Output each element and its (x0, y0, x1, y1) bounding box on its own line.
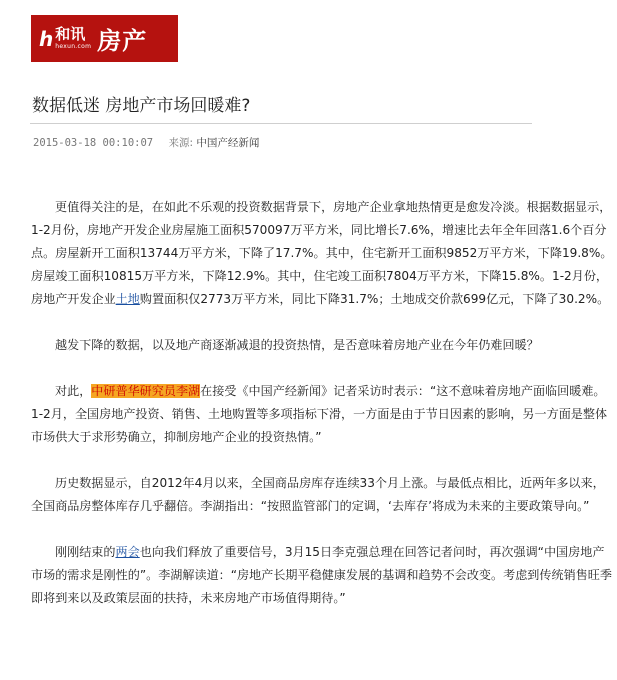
paragraph-4 (31, 472, 616, 518)
paragraph-text: 历史数据显示，自2012年4月以来，全国商品房库存连续33个月上涨。与最低点相比，近两年多以来，全国商品房整体库存几乎翻倍。李湖指出：“按照监管部门的定调，‘去库存’将成为未来的主要政策导向。” (31, 476, 605, 513)
paragraph-text: 更值得关注的是，在如此不乐观的投资数据背景下，房地产企业拿地热情更是愈发冷淡。根据数据显示，1-2月份，房地产开发企业房屋施工面积570097万平方米，同比增长7.6%，增速比去年全年回落1.6个百分点。房屋新开工面积13744万平方米，下降了17.7%。其中，住宅新开工面积9852万平方米，下降19.8%。房屋竣工面积10815万平方米，下降12.9%。其中，住宅竣工面积7804万平方米，下降15.8%。1-2月份，房地产开发企业 (31, 200, 613, 306)
source-name: 中国产经新闻 (196, 137, 260, 149)
paragraph-text: 越发下降的数据，以及地产商逐渐减退的投资热情，是否意味着房地产业在今年仍难回暖？ (55, 338, 539, 352)
paragraph-3 (31, 380, 616, 449)
article-meta (33, 135, 259, 150)
paragraph-text: 在接受《中国产经新闻》记者采访时表示：“这不意味着房地产面临回暖难。1-2月，全国房地产投资、销售、土地购置等多项指标下滑，一方面是由于节日因素的影响，另一方面是整体市场供大于求形势确立，抑制房地产企业的投资热情。” (31, 384, 608, 444)
brand (55, 27, 91, 50)
hexun-mark-icon: h (39, 26, 54, 51)
publish-time: 2015-03-18 00:10:07 (33, 137, 154, 149)
brand-name: 和讯 (55, 25, 86, 43)
paragraph-text: 购置面积仅2773万平方米，同比下降31.7%；土地成交价款699亿元，下降了30.2%。 (139, 292, 610, 306)
site-logo[interactable] (31, 15, 178, 62)
article-title: 数据低迷 房地产市场回暖难? (32, 96, 251, 116)
paragraph-2 (31, 334, 616, 357)
brand-domain: hexun.com (55, 43, 92, 50)
section-name: 房产 (97, 27, 148, 55)
highlighted-name: 中研普华研究员李湖 (91, 384, 201, 398)
keyword-link-two-sessions[interactable]: 两会 (115, 545, 140, 559)
keyword-link-land[interactable]: 土地 (115, 292, 140, 306)
source-label: 来源: (168, 137, 193, 149)
paragraph-text: 也向我们释放了重要信号，3月15日李克强总理在回答记者问时，再次强调“中国房地产市场的需求是刚性的”。李湖解读道：“房地产长期平稳健康发展的基调和趋势不会改变。考虑到传统销售旺季即将到来以及政策层面的扶持，未来房地产市场值得期待。” (31, 545, 612, 605)
article-body (31, 196, 616, 633)
paragraph-text: 刚刚结束的 (55, 545, 116, 559)
title-divider (30, 123, 532, 124)
paragraph-text: 对此， (55, 384, 92, 398)
paragraph-5 (31, 541, 616, 610)
paragraph-1 (31, 196, 616, 311)
